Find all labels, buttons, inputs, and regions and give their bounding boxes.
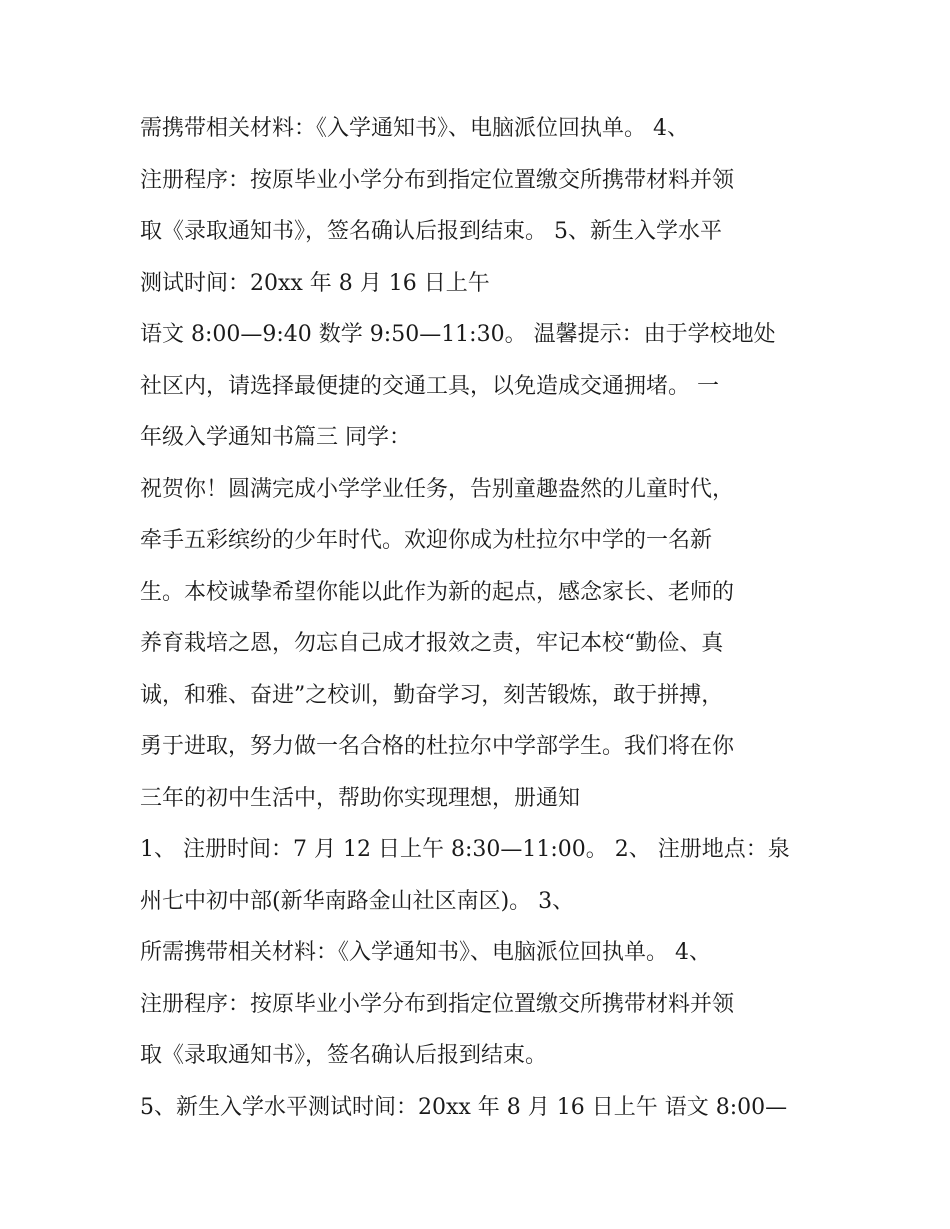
text-line: 所需携带相关材料：《入学通知书》、电脑派位回执单。 4、	[140, 940, 711, 965]
text-line: 语文 8:00—9:40 数学 9:50—11:30。 温馨提示：由于学校地处	[140, 322, 776, 347]
text-line: 5、新生入学水平测试时间：20xx 年 8 月 16 日上午 语文 8:00—	[140, 1094, 788, 1120]
text-line: 注册程序：按原毕业小学分布到指定位置缴交所携带材料并领	[140, 167, 735, 193]
text-line: 社区内，请选择最便捷的交通工具，以免造成交通拥堵。 一	[140, 373, 719, 399]
text-line: 年级入学通知书篇三 同学：	[140, 425, 411, 450]
text-line: 取《录取通知书》，签名确认后报到结束。 5、新生入学水平	[140, 219, 722, 244]
text-line: 州七中初中部(新华南路金山社区南区)。 3、	[140, 888, 575, 914]
document-body	[140, 103, 830, 1133]
text-line: 祝贺你！圆满完成小学学业任务，告别童趣盎然的儿童时代，	[140, 476, 735, 502]
text-line: 诚，和雅、奋进”之校训，勤奋学习，刻苦锻炼，敢于拼搏，	[140, 682, 724, 708]
text-line: 测试时间：20xx 年 8 月 16 日上午	[140, 270, 490, 296]
text-line: 取《录取通知书》，签名确认后报到结束。	[140, 1043, 548, 1068]
text-line: 养育栽培之恩，勿忘自己成才报效之责，牢记本校“勤俭、真	[140, 631, 724, 656]
text-line: 生。本校诚挚希望你能以此作为新的起点，感念家长、老师的	[140, 579, 735, 605]
text-line: 勇于进取，努力做一名合格的杜拉尔中学部学生。我们将在你	[140, 734, 735, 759]
text-line: 1、 注册时间：7 月 12 日上午 8:30—11:00。 2、 注册地点：泉	[140, 837, 790, 862]
text-line: 牵手五彩缤纷的少年时代。欢迎你成为杜拉尔中学的一名新	[140, 528, 713, 553]
text-line: 注册程序：按原毕业小学分布到指定位置缴交所携带材料并领	[140, 991, 735, 1017]
text-line: 需携带相关材料：《入学通知书》、电脑派位回执单。 4、	[140, 116, 689, 141]
text-line: 三年的初中生活中，帮助你实现理想，册通知	[140, 785, 581, 811]
